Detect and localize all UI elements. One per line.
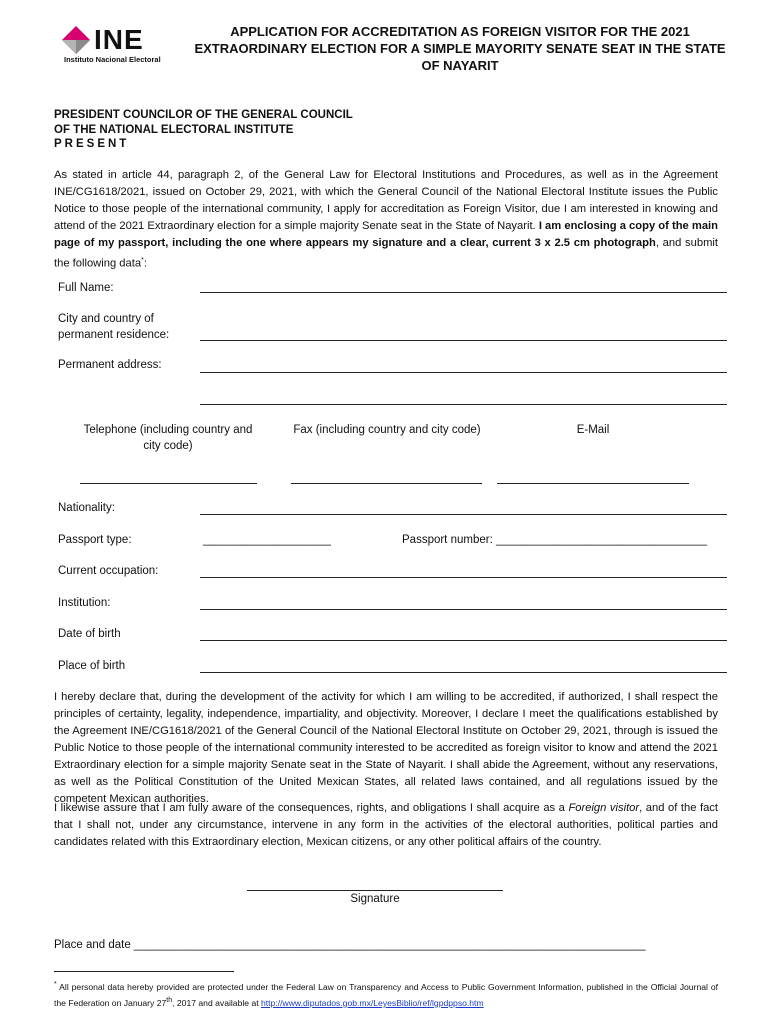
institution-field[interactable] <box>200 609 727 610</box>
permanent-address-field[interactable] <box>200 372 727 373</box>
intro-tail: , and submit the following data <box>54 237 718 270</box>
declaration-2-after: , and of the fact that I shall not, under any circumstance, intervene in any form in the activities of the electoral authorities, political parties and candidates related with this Extraordinary election, Mexican citizens, or any other political affairs of the country. <box>54 802 718 848</box>
full-name-field[interactable] <box>200 292 727 293</box>
nationality-label: Nationality: <box>58 502 115 514</box>
form-title <box>190 23 730 74</box>
nationality-field[interactable] <box>200 514 727 515</box>
city-country-label: City and country of permanent residence: <box>58 313 170 341</box>
permanent-address-label: Permanent address: <box>58 359 162 371</box>
city-country-field[interactable] <box>200 340 727 341</box>
declaration-2-before: I likewise assure that I am fully aware of the consequences, rights, and obligations I shall acquire as a <box>54 802 569 814</box>
place-of-birth-field[interactable] <box>200 672 727 673</box>
footnote <box>54 978 718 1010</box>
signature-label: Signature <box>350 893 400 905</box>
addressee-line-2: OF THE NATIONAL ELECTORAL INSTITUTE <box>54 123 294 136</box>
footnote-sup: th <box>166 996 173 1004</box>
passport-type-label: Passport type: <box>58 534 132 546</box>
ine-logo-mark-icon <box>60 24 92 56</box>
date-of-birth-field[interactable] <box>200 640 727 641</box>
addressee-block <box>54 108 353 152</box>
footnote-mark: * <box>54 981 57 988</box>
intro-paragraph <box>54 167 718 273</box>
intro-text: As stated in article 44, paragraph 2, of the General Law for Electoral Institutions and Procedures, as well as in the Agreement INE/CG1618/2021, issued on October 29, 2021, with which the General Council of the National Electoral Institute issues the Public Notice to those people of the international community, I apply for accreditation as Foreign Visitor, due I am interested in knowing and attend of the 2021 Extraordinary election for a simple majority Senate seat in the State of Nayarit. <box>54 169 718 232</box>
telephone-field[interactable] <box>80 483 257 484</box>
email-label: E-Mail <box>576 424 610 436</box>
fax-label: Fax (including country and city code) <box>293 424 481 436</box>
declaration-2-italic: Foreign visitor <box>568 802 640 814</box>
date-of-birth-label: Date of birth <box>58 628 121 640</box>
email-field[interactable] <box>497 483 689 484</box>
telephone-label: Telephone (including country and city code) <box>83 424 253 452</box>
title-line-2: EXTRAORDINARY ELECTION FOR A SIMPLE MAYORITY SENATE SEAT IN THE STATE <box>194 41 726 56</box>
logo-subtitle: Instituto Nacional Electoral <box>64 55 161 64</box>
title-line-3: OF NAYARIT <box>421 58 499 73</box>
title-line-1: APPLICATION FOR ACCREDITATION AS FOREIGN VISITOR FOR THE 2021 <box>230 24 690 39</box>
declaration-paragraph-2 <box>54 800 718 851</box>
footnote-link[interactable]: http://www.diputados.gob.mx/LeyesBiblio/ref/lgpdppso.htm <box>261 997 484 1008</box>
addressee-line-3: PRESENT <box>54 138 130 150</box>
footnote-text-2: , 2017 and available at <box>172 997 261 1008</box>
current-occupation-label: Current occupation: <box>58 565 159 577</box>
ine-logo <box>58 22 178 66</box>
addressee-line-1: PRESIDENT COUNCILOR OF THE GENERAL COUNCIL <box>54 109 353 121</box>
footnote-text: All personal data hereby provided are protected under the Federal Law on Transparency and Access to Public Government Information, published in the Official Journal of the Federation on January 27 <box>54 981 718 1008</box>
intro-footnote-mark: * <box>141 257 144 264</box>
intro-end: : <box>143 257 147 270</box>
footnote-separator <box>54 971 234 972</box>
intro-bold: I am enclosing a copy of the main page of my passport, including the one where appears my signature and a clear, current 3 x 2.5 cm photograph <box>54 220 719 249</box>
full-name-label: Full Name: <box>58 282 114 294</box>
place-of-birth-label: Place of birth <box>58 660 126 672</box>
institution-label: Institution: <box>58 597 111 609</box>
passport-type-field[interactable]: ____________________ <box>203 534 331 546</box>
passport-number-field[interactable]: Passport number: _________________________________ <box>402 534 708 546</box>
permanent-address-field-line-2[interactable] <box>200 404 727 405</box>
current-occupation-field[interactable] <box>200 577 727 578</box>
logo-brand: INE <box>94 24 144 55</box>
place-date-field[interactable]: Place and date ________________________________________________________________________________ <box>54 939 646 951</box>
signature-field[interactable] <box>247 890 503 891</box>
fax-field[interactable] <box>291 483 482 484</box>
declaration-paragraph-1: I hereby declare that, during the development of the activity for which I am willing to be accredited, if authorized, I shall respect the principles of certainty, legality, independence, impartiality, and objectivity. Moreover, I declare I meet the qualifications established by the Agreement INE/CG1618/2021 of the General Council of the National Electoral Institute on October 29, 2021, through is issued the Public Notice to those people of the international community interested to be accredited as foreign visitor to know and attend the 2021 Extraordinary election for a simple majority Senate seat in the State of Nayarit. I shall abide the Agreement, without any reservations, as well as the Political Constitution of the United Mexican States, all related laws contained, and all regulations issued by the competent Mexican authorities. <box>54 691 718 805</box>
